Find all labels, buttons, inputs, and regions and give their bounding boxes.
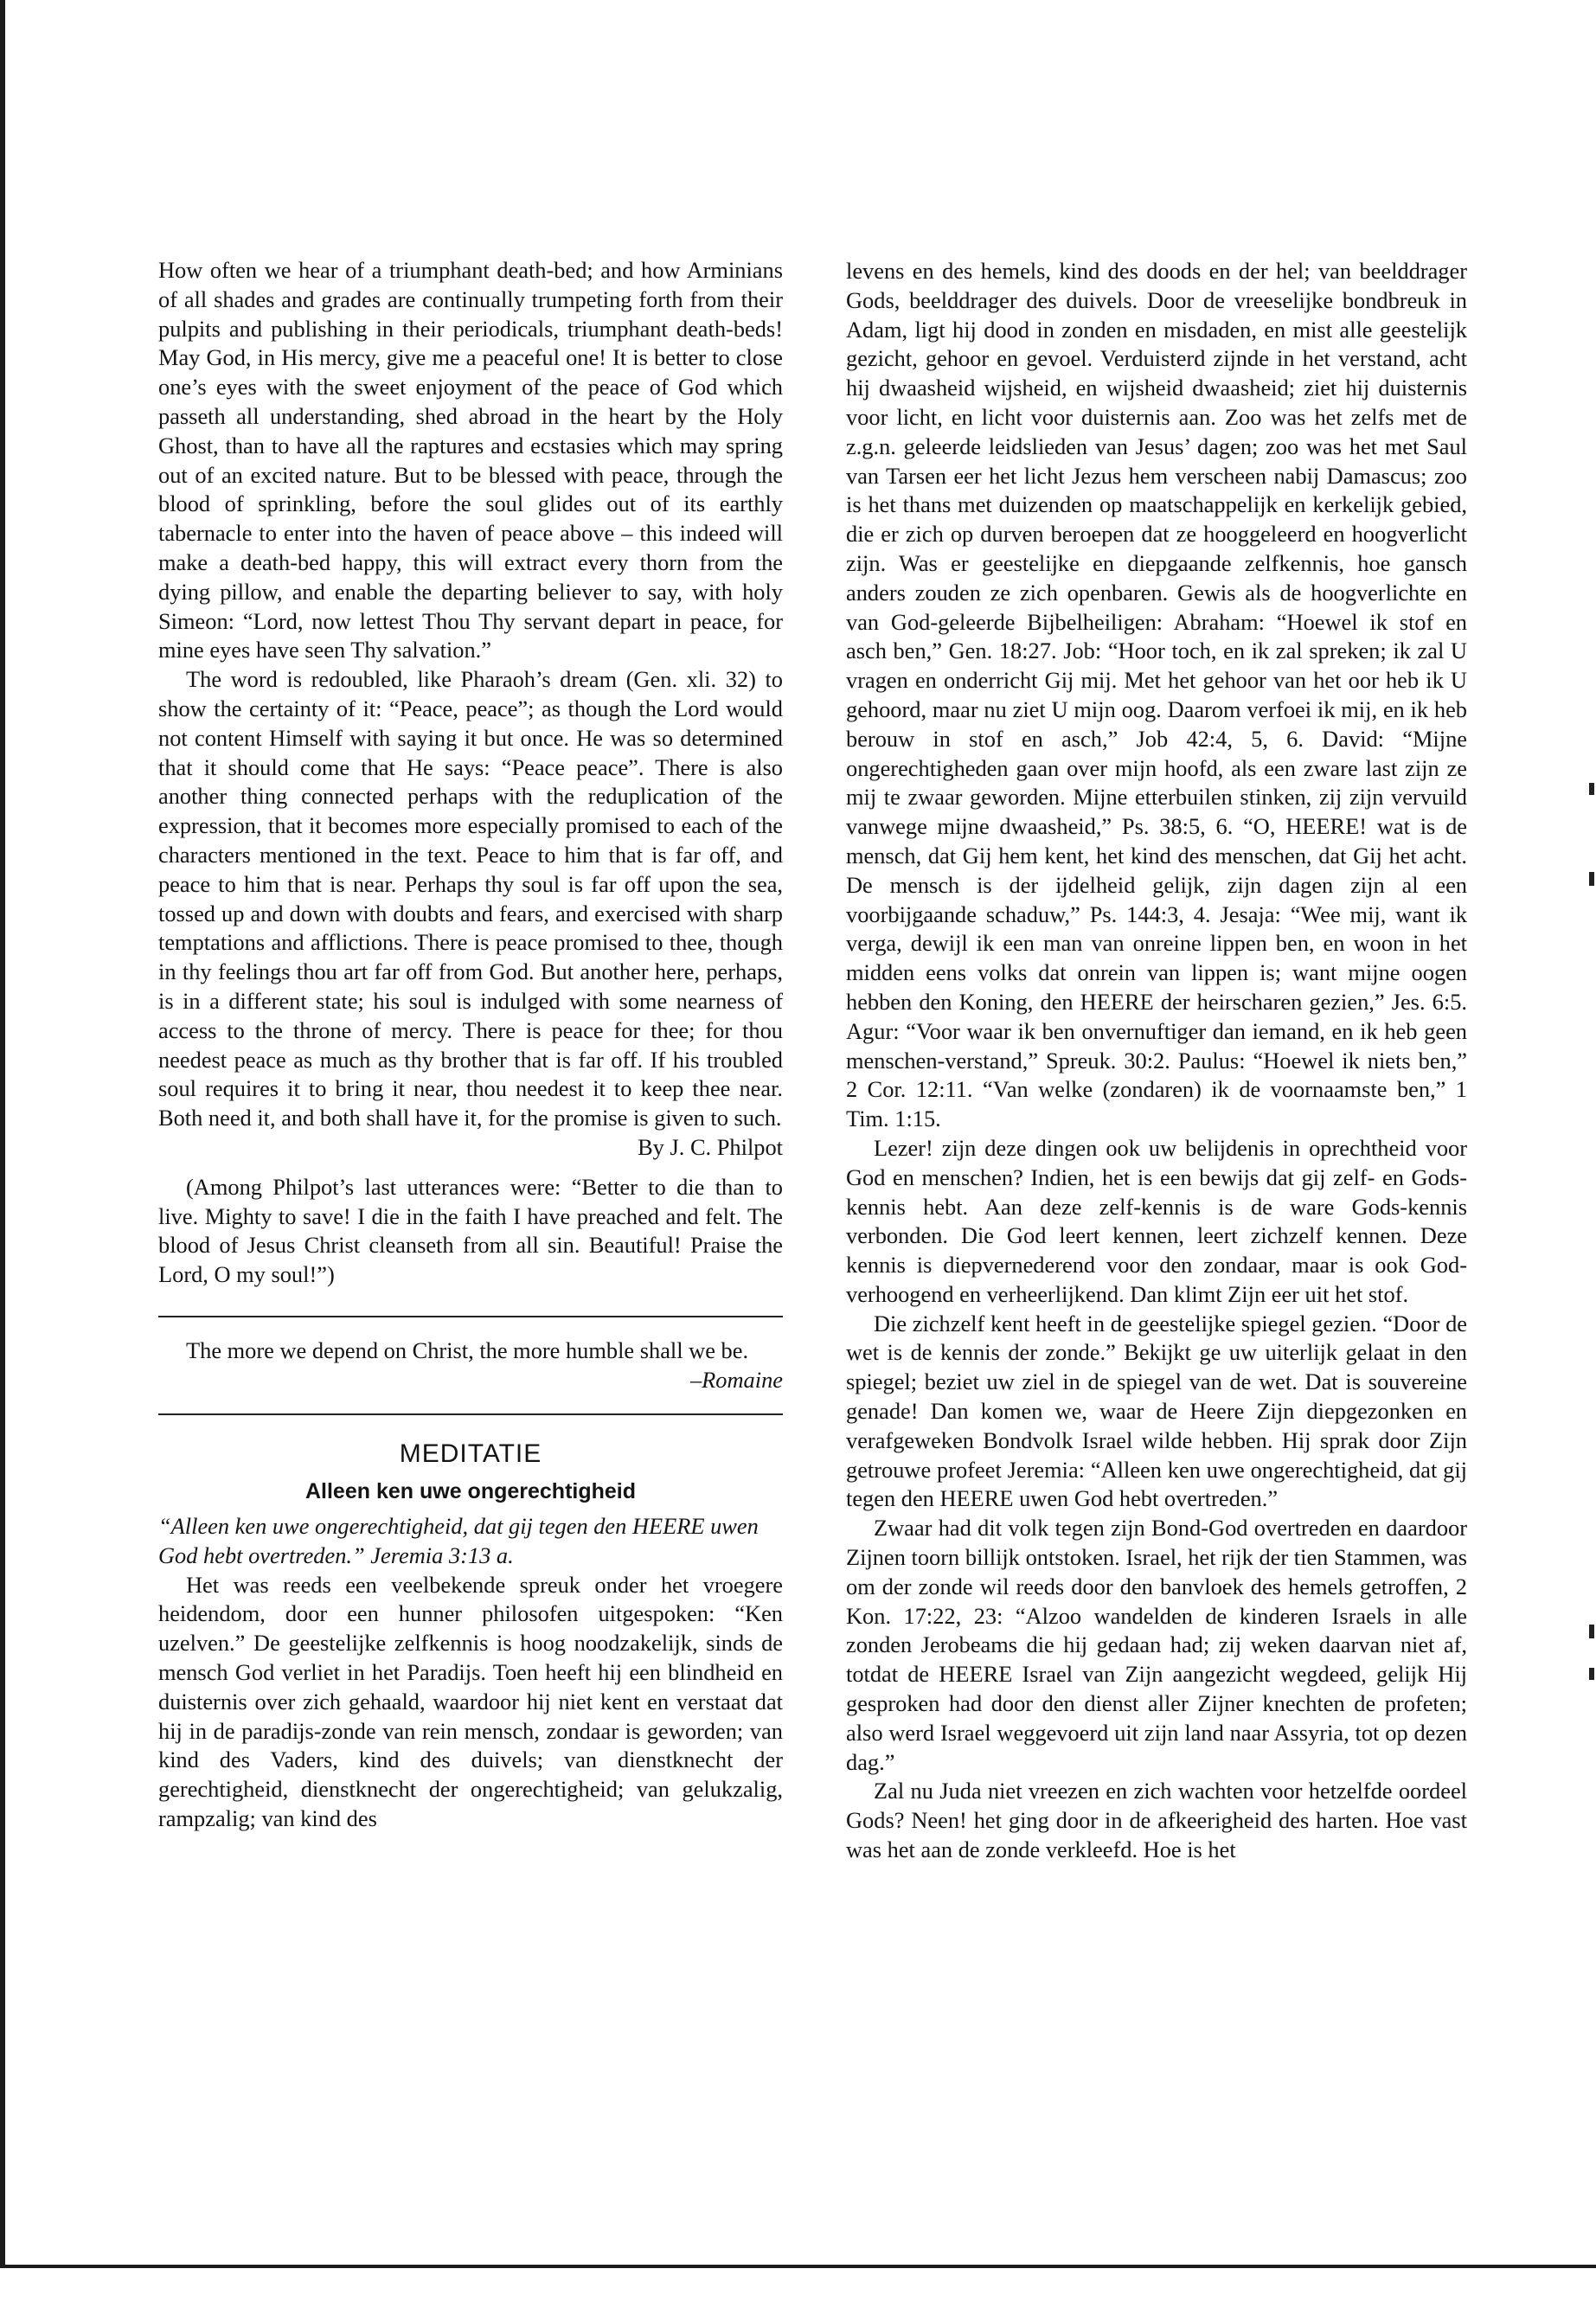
quote-attribution: –Romaine — [689, 1366, 783, 1393]
epigraph: “Alleen ken uwe ongerechtigheid, dat gij tegen den HEERE uwen God hebt overtreden.” Jeremia 3:13 a. — [158, 1513, 759, 1568]
meditatie-continuation: levens en des hemels, kind des doods en der hel; van beelddrager Gods, beelddrager des duivels. Door de vreeselijke bondbreuk in Adam, ligt hij dood in zonden en misdaden, en mist alle geestelijk gezicht, gehoor en gevoel. Verduisterd zijnde in het verstand, acht hij dwaasheid wijsheid, en wijsheid dwaasheid; ziet hij duisternis voor licht, en licht voor duisternis aan. Zoo was het zelfs met de z.g.n. geleerde leidslieden van Jesus’ dagen; zoo was het met Saul van Tarsen eer het licht Jezus hem verscheen nabij Damascus; zoo is het thans met duizenden op maatschappelijk en kerkelijk gebied, die er zich op durven beroepen dat ze hooggeleerd en hoogverlicht zijn. Was er geestelijke en diepgaande zelfkennis, hoe gansch anders zouden ze zich openbaren. Gewis als de hoogverlichte en van God-geleerde Bijbelheiligen: Abraham: “Hoewel ik stof en asch ben,” Gen. 18:27. Job: “Hoor toch, en ik zal spreken; ik zal U vragen en onderricht Gij mij. Met het gehoor van het oor heb ik U gehoord, maar nu ziet U mijn oog. Daarom verfoei ik mij, en ik heb berouw in stof en asch,” Job 42:4, 5, 6. David: “Mijne ongerechtigheden gaan over mijn hoofd, als een zware last zijn ze mij te zwaar geworden. Mijne etterbuilen stinken, zij zijn vervuild vanwege mijne dwaasheid,” Ps. 38:5, 6. “O, HEERE! wat is de mensch, dat Gij hem kent, het kind des menschen, dat Gij het acht. De mensch is der ijdelheid gelijk, zijn dagen zijn al een voorbijgaande schaduw,” Ps. 144:3, 4. Jesaja: “Wee mij, want ik verga, dewijl ik een man van onreine lippen ben, en woon in het midden eens volks dat onrein van lippen is; want mijne oogen hebben den Koning, den HEERE der heirscharen gezien,” Jes. 6:5. Agur: “Voor waar ik ben onvernuftiger dan iemand, en ik heb geen menschen-verstand,” Spreuk. 30:2. Paulus: “Hoewel ik niets ben,” 2 Cor. 12:11. “Van welke (zondaren) ik de voornaamste ben,” 1 Tim. 1:15. — [846, 258, 1467, 1132]
meditatie-paragraph-3: Die zichzelf kent heeft in de geestelijke spiegel gezien. “Door de wet is de kennis der zonde.” Bekijkt ge uw uiterlijk gelaat in den spiegel; beziet uw ziel in de spiegel van de wet. Dat is souvereine genade! Dan komen we, waar de Heere Zijn diepgezonken en verafgeweken Bondvolk Israel wilde hebben. Hij sprak door Zijn getrouwe profeet Jeremia: “Alleen ken uwe ongerechtigheid, dat gij tegen den HEERE uwen God hebt overtreden.” — [846, 1310, 1467, 1512]
scan-border-left — [0, 0, 5, 2266]
romaine-quote: The more we depend on Christ, the more humble shall we be. — [186, 1336, 749, 1363]
meditatie-paragraph-5: Zal nu Juda niet vreezen en zich wachten voor hetzelfde oordeel Gods? Neen! het ging door in de afkeerigheid des harten. Hoe vast was het aan de zonde verkleefd. Hoe is het — [846, 1778, 1467, 1863]
scan-edge-mark — [1589, 872, 1594, 886]
divider-rule-1 — [158, 1316, 783, 1317]
scan-edge-mark — [1589, 1668, 1594, 1680]
divider-rule-2 — [158, 1413, 783, 1415]
meditatie-paragraph-4: Zwaar had dit volk tegen zijn Bond-God overtreden en daardoor Zijnen toorn billijk ontstoken. Israel, het rijk der tien Stammen, was om der zonde wil reeds door den banvloek des hemels getroffen, 2 Kon. 17:22, 23: “Alzoo wandelden de kinderen Israels in alle zonden Jerobeams die hij gedaan had; zij weken daarvan niet af, totdat de HEERE Israel van Zijn aangezicht wegdeed, gelijk Hij gesproken had door den dienst aller Zijner knechten de profeten; also werd Israel weggevoerd uit zijn land naar Assyria, tot op dezen dag.” — [846, 1515, 1467, 1775]
meditatie-paragraph-2: Lezer! zijn deze dingen ook uw belijdenis in oprechtheid voor God en menschen? Indien, het is een bewijs dat gij zelf- en Gods-kennis hebt. Aan deze zelf-kennis is de ware Gods-kennis verbonden. Die God leert kennen, leert zichzelf kennen. Deze kennis is diepvernederend voor den zondaar, maar is ook God-verhoogend en verheerlijkend. Dan klimt Zijn eer uit het stof. — [846, 1134, 1467, 1307]
scan-edge-mark — [1589, 783, 1594, 795]
philpot-paragraph-2: The word is redoubled, like Pharaoh’s dream (Gen. xli. 32) to show the certainty of it: “Peace, peace”; as though the Lord would not content Himself with saying it but once. He was so determined that it should come that He says: “Peace peace”. There is also another thing connected perhaps with the reduplication of the expression, that it becomes more especially promised to each of the characters mentioned in the text. Peace to him that is far off, and peace to him that is near. Perhaps thy soul is far off upon the sea, tossed up and down with doubts and fears, and exercised with sharp temptations and afflictions. There is peace promised to thee, though in thy feelings thou art far off from God. But another here, perhaps, is in a different state; his soul is indulged with some nearness of access to the throne of mercy. There is peace for thee; for thou needest peace as much as thy brother that is far off. If his troubled soul requires it to bring it near, thou needest it to keep thee near. Both need it, and both shall have it, for the promise is given to such. — [158, 666, 783, 1131]
philpot-paragraph-1: How often we hear of a triumphant death-bed; and how Arminians of all shades and grades are continually trumpeting forth from their pulpits and publishing in their periodicals, triumphant death-beds! May God, in His mercy, give me a peaceful one! It is better to close one’s eyes with the sweet enjoyment of the peace of God which passeth all understanding, shed abroad in the heart by the Holy Ghost, than to have all the raptures and ecstasies which may spring out of an excited nature. But to be blessed with peace, through the blood of sprinkling, before the soul glides out of its earthly tabernacle to enter into the haven of peace above – this indeed will make a death-bed happy, this will extract every thorn from the dying pillow, and enable the departing believer to say, with holy Simeon: “Lord, now lettest Thou Thy servant depart in peace, for mine eyes have seen Thy salvation.” — [158, 257, 783, 663]
scan-border-bottom — [0, 2265, 1596, 2268]
section-heading: MEDITATIE — [399, 1439, 542, 1469]
meditatie-paragraph-1: Het was reeds een veelbekende spreuk onder het vroegere heidendom, door een hunner philosofen uitgespoken: “Ken uzelven.” De geestelijke zelfkennis is hoog noodzakelijk, sinds de mensch God verliet in het Paradijs. Toen heeft hij een blindheid en duisternis over zich gehaald, waardoor hij niet kent en verstaat dat hij in de paradijs-zonde van rein mensch, zondaar is geworden; van kind des Vaders, kind des duivels; van dienstknecht der gerechtigheid, dienstknecht der ongerechtigheid; van gelukzalig, rampzalig; van kind des — [158, 1571, 783, 1832]
left-column — [158, 256, 783, 1834]
philpot-note: (Among Philpot’s last utterances were: “Better to die than to live. Mighty to save! I die in the faith I have preached and felt. The blood of Jesus Christ cleanseth from all sin. Beautiful! Praise the Lord, O my soul!”) — [158, 1173, 783, 1288]
section-subheading: Alleen ken uwe ongerechtigheid — [304, 1479, 637, 1504]
right-column — [846, 257, 1467, 1865]
scan-edge-mark — [1589, 1625, 1594, 1638]
byline: By J. C. Philpot — [638, 1133, 783, 1160]
